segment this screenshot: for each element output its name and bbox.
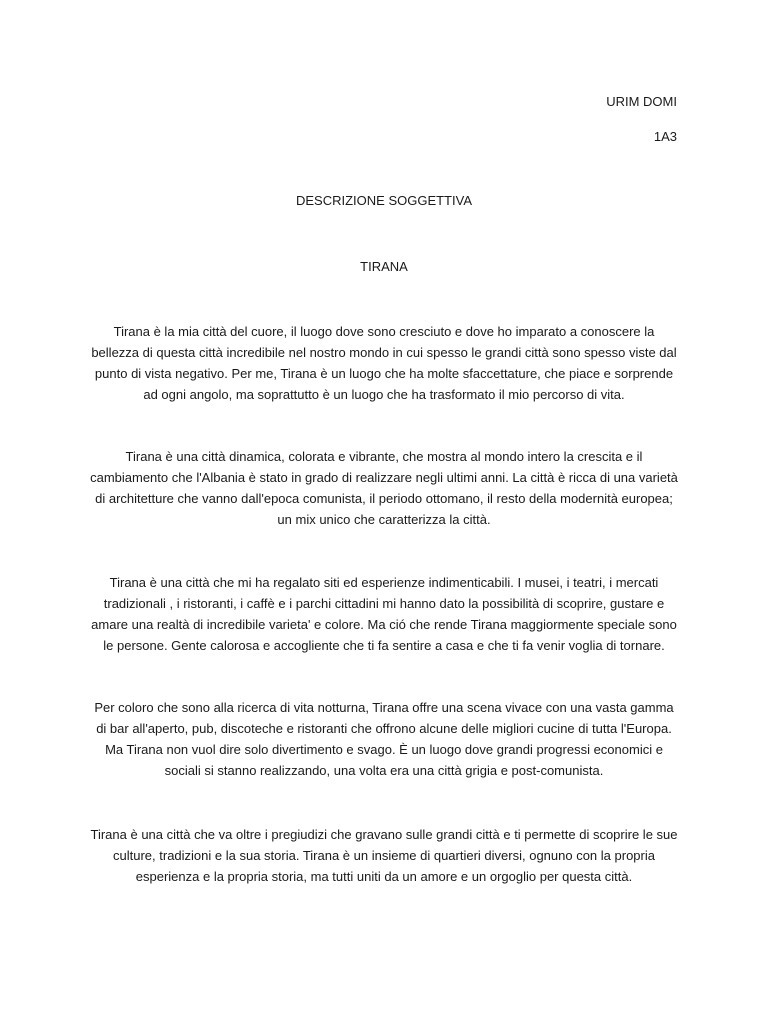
paragraph-5: Tirana è una città che va oltre i pregiudizi che gravano sulle grandi città e ti permette di scoprire le sue culture, tradizioni e la sua storia. Tirana è un insieme di quartieri diversi, ognuno con la propria esperienza e la propria storia, ma tutti uniti da un amore e un orgoglio per questa città. bbox=[90, 827, 678, 884]
document-type: DESCRIZIONE SOGGETTIVA bbox=[295, 193, 472, 208]
paragraph-2: Tirana è una città dinamica, colorata e vibrante, che mostra al mondo intero la crescita e il cambiamento che l'Albania è stato in grado di realizzare negli ultimi anni. La città è ricca di una varietà di architetture che vanno dall'epoca comunista, il periodo ottomano, il resto della modernità europea; un mix unico che caratterizza la città. bbox=[90, 449, 678, 527]
author-name: URIM DOMI bbox=[606, 94, 677, 109]
document-title: TIRANA bbox=[360, 259, 408, 274]
class-label: 1A3 bbox=[653, 129, 677, 144]
paragraph-1: Tirana è la mia città del cuore, il luogo dove sono cresciuto e dove ho imparato a conoscere la bellezza di questa città incredibile nel nostro mondo in cui spesso le grandi città sono spesso viste dal punto di vista negativo. Per me, Tirana è un luogo che ha molte sfaccettature, che piace e sorprende ad ogni angolo, ma soprattutto è un luogo che ha trasformato il mio percorso di vita. bbox=[91, 324, 677, 402]
paragraph-3: Tirana è una città che mi ha regalato siti ed esperienze indimenticabili. I musei, i teatri, i mercati tradizionali , i ristoranti, i caffè e i parchi cittadini mi hanno dato la possibilità di scoprire, gustare e amare una realtà di incredibile varieta' e colore. Ma ció che rende Tirana maggiormente speciale sono le persone. Gente calorosa e accogliente che ti fa sentire a casa e che ti fa venir voglia di tornare. bbox=[91, 575, 677, 653]
paragraph-4: Per coloro che sono alla ricerca di vita notturna, Tirana offre una scena vivace con una vasta gamma di bar all'aperto, pub, discoteche e ristoranti che offrono alcune delle migliori cucine di tutta l'Europa. Ma Tirana non vuol dire solo divertimento e svago. È un luogo dove grandi progressi economici e sociali si stanno realizzando, una volta era una città grigia e post-comunista. bbox=[94, 700, 674, 778]
